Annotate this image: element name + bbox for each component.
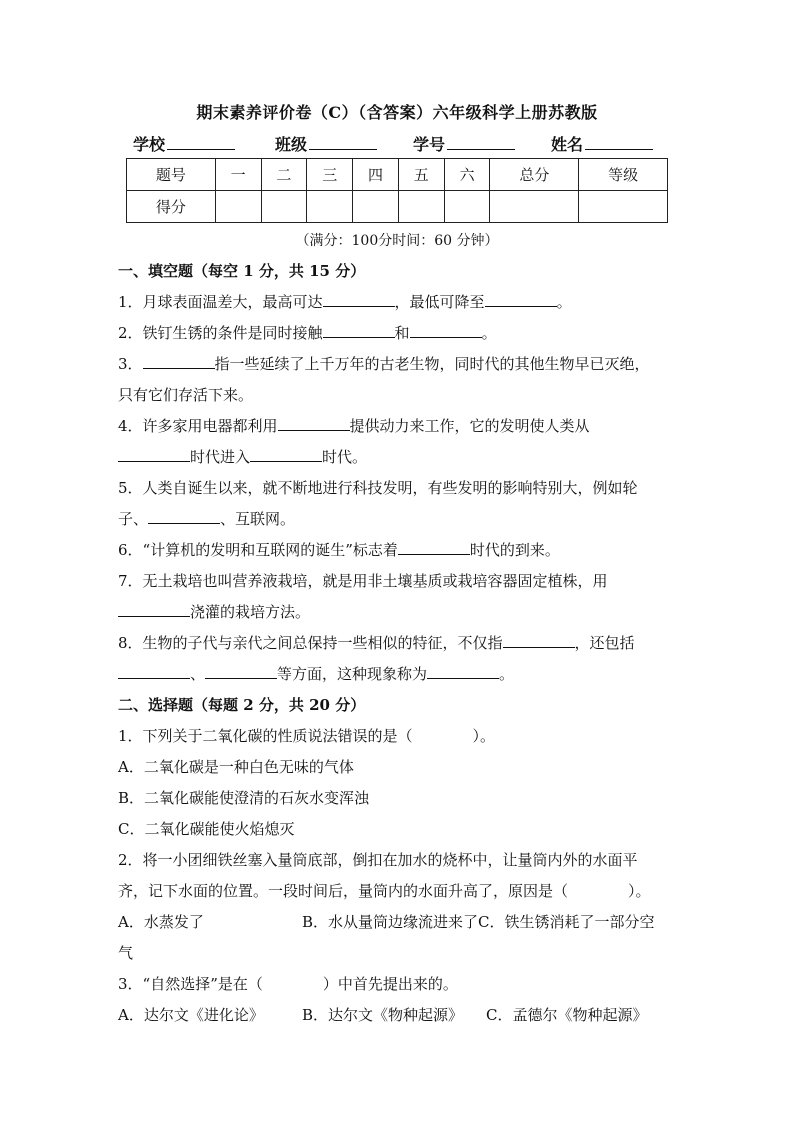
exam-title: 期末素养评价卷（C）（含答案）六年级科学上册苏教版 <box>196 103 598 122</box>
score-entry-cell[interactable] <box>398 191 444 223</box>
student-id-field <box>413 132 515 155</box>
score-entry-cell[interactable] <box>261 191 307 223</box>
school-label: 学校 <box>133 135 166 154</box>
answer-blank[interactable] <box>205 664 277 679</box>
choice-option-c: C．孟德尔《物种起源》 <box>486 1006 648 1024</box>
class-blank <box>309 133 377 150</box>
name-blank <box>585 133 653 150</box>
exam-note: （满分：100分时间：60 分钟） <box>295 233 499 249</box>
name-label: 姓名 <box>551 135 584 154</box>
q-text: 时代进入 <box>190 448 251 466</box>
answer-blank[interactable] <box>118 602 190 617</box>
choice-question-2 <box>118 845 678 907</box>
choice-options-row <box>118 1000 678 1031</box>
score-entry-cell[interactable] <box>307 191 353 223</box>
student-id-blank <box>447 133 515 150</box>
score-entry-cell[interactable] <box>444 191 490 223</box>
answer-blank[interactable] <box>410 323 482 338</box>
q-text: 3． <box>118 355 143 373</box>
score-entry-cell[interactable] <box>579 191 668 223</box>
fill-question-7 <box>118 566 678 628</box>
q-text: 。 <box>556 293 572 311</box>
score-cell: 题号 <box>127 159 216 191</box>
class-field <box>275 132 377 155</box>
choice-option-b: B．水从量筒边缘流进来了C．铁生锈消耗了一部分空 <box>302 913 655 931</box>
q-text: ）。 <box>472 727 496 745</box>
q-text: 。 <box>499 665 515 683</box>
exam-content <box>118 256 678 1031</box>
q-text: 提供动力来工作，它的发明使人类从 <box>349 417 590 435</box>
q-text: 、 <box>190 665 206 683</box>
choice-option-b: B．达尔文《物种起源》 <box>302 1006 464 1024</box>
fill-question-4 <box>118 411 678 473</box>
q-text: 5．人类自诞生以来，就不断地进行科技发明，有些发明的影响特别大，例如轮 <box>118 479 638 497</box>
score-cell: 三 <box>307 159 353 191</box>
choice-option-continuation: 气 <box>118 944 134 962</box>
school-blank <box>167 133 235 150</box>
answer-blank[interactable] <box>398 540 470 555</box>
score-cell: 五 <box>398 159 444 191</box>
q-text: 6．“计算机的发明和互联网的诞生”标志着 <box>118 541 398 559</box>
answer-blank[interactable] <box>118 664 190 679</box>
answer-blank[interactable] <box>427 664 499 679</box>
q-text: ，还包括 <box>574 634 635 652</box>
school-field <box>133 132 235 155</box>
student-id-label: 学号 <box>413 135 446 154</box>
q-text: ）中首先提出来的。 <box>322 975 458 993</box>
fill-question-1 <box>118 287 678 318</box>
q-text: 1．下列关于二氧化碳的性质说法错误的是（ <box>118 727 413 745</box>
choice-option-a: A．达尔文《进化论》 <box>118 1006 264 1024</box>
fill-question-2 <box>118 318 678 349</box>
score-entry-cell[interactable] <box>353 191 399 223</box>
score-table-score-row <box>127 191 668 223</box>
q-text: 7．无土栽培也叫营养液栽培，就是用非土壤基质或栽培容器固定植株，用 <box>118 572 608 590</box>
q-text: 3．“自然选择”是在（ <box>118 975 263 993</box>
score-cell: 一 <box>215 159 261 191</box>
score-cell: 六 <box>444 159 490 191</box>
q-text: 等方面，这种现象称为 <box>277 665 428 683</box>
q-text: 4．许多家用电器都利用 <box>118 417 278 435</box>
answer-blank[interactable] <box>143 354 215 369</box>
q-text: 只有它们存活下来。 <box>118 386 254 404</box>
q-text: 8．生物的子代与亲代之间总保持一些相似的特征，不仅指 <box>118 634 503 652</box>
answer-blank[interactable] <box>503 633 575 648</box>
q-text: 齐，记下水面的位置。一段时间后，量筒内的水面升高了，原因是（ <box>118 882 569 900</box>
answer-blank[interactable] <box>250 447 322 462</box>
choice-question-1 <box>118 721 678 752</box>
score-cell: 等级 <box>579 159 668 191</box>
score-table <box>126 158 668 223</box>
q-text: 时代。 <box>322 448 368 466</box>
q-text: 2．铁钉生锈的条件是同时接触 <box>118 324 323 342</box>
q-text: 。 <box>481 324 497 342</box>
score-cell: 总分 <box>490 159 579 191</box>
q-text: 指一些延续了上千万年的古老生物，同时代的其他生物早已灭绝， <box>214 355 650 373</box>
fill-question-8 <box>118 628 678 690</box>
answer-blank[interactable] <box>485 292 557 307</box>
q-text: 1．月球表面温差大，最高可达 <box>118 293 323 311</box>
q-text: 和 <box>394 324 410 342</box>
choice-option-b: B．二氧化碳能使澄清的石灰水变浑浊 <box>118 789 370 807</box>
answer-blank[interactable] <box>148 509 220 524</box>
score-entry-cell[interactable] <box>215 191 261 223</box>
q-text: 2．将一小团细铁丝塞入量筒底部，倒扣在加水的烧杯中，让量筒内外的水面平 <box>118 851 638 869</box>
name-field <box>551 132 653 155</box>
score-cell: 四 <box>353 159 399 191</box>
answer-blank[interactable] <box>118 447 190 462</box>
q-text: 浇灌的栽培方法。 <box>190 603 311 621</box>
fill-question-5 <box>118 473 678 535</box>
q-text: 时代的到来。 <box>469 541 560 559</box>
score-entry-cell[interactable] <box>490 191 579 223</box>
answer-blank[interactable] <box>278 416 350 431</box>
answer-blank[interactable] <box>323 292 395 307</box>
choice-question-3 <box>118 969 678 1000</box>
section-2-title: 二、选择题（每题 2 分，共 20 分） <box>118 696 366 714</box>
choice-options-row <box>118 907 678 969</box>
score-row-label: 得分 <box>127 191 216 223</box>
answer-blank[interactable] <box>323 323 395 338</box>
choice-option-a: A．二氧化碳是一种白色无味的气体 <box>118 758 354 776</box>
fill-question-3 <box>118 349 678 411</box>
q-text: 、互联网。 <box>220 510 296 528</box>
score-cell: 二 <box>261 159 307 191</box>
q-text: 子、 <box>118 510 149 528</box>
choice-option-a: A．水蒸发了 <box>118 913 204 931</box>
q-text: ，最低可降至 <box>394 293 485 311</box>
q-text: ）。 <box>628 882 651 900</box>
student-info-row <box>133 132 673 154</box>
class-label: 班级 <box>275 135 308 154</box>
choice-option-c: C．二氧化碳能使火焰熄灭 <box>118 820 295 838</box>
score-table-header-row <box>127 159 668 191</box>
section-1-title: 一、填空题（每空 1 分，共 15 分） <box>118 262 366 280</box>
fill-question-6 <box>118 535 678 566</box>
